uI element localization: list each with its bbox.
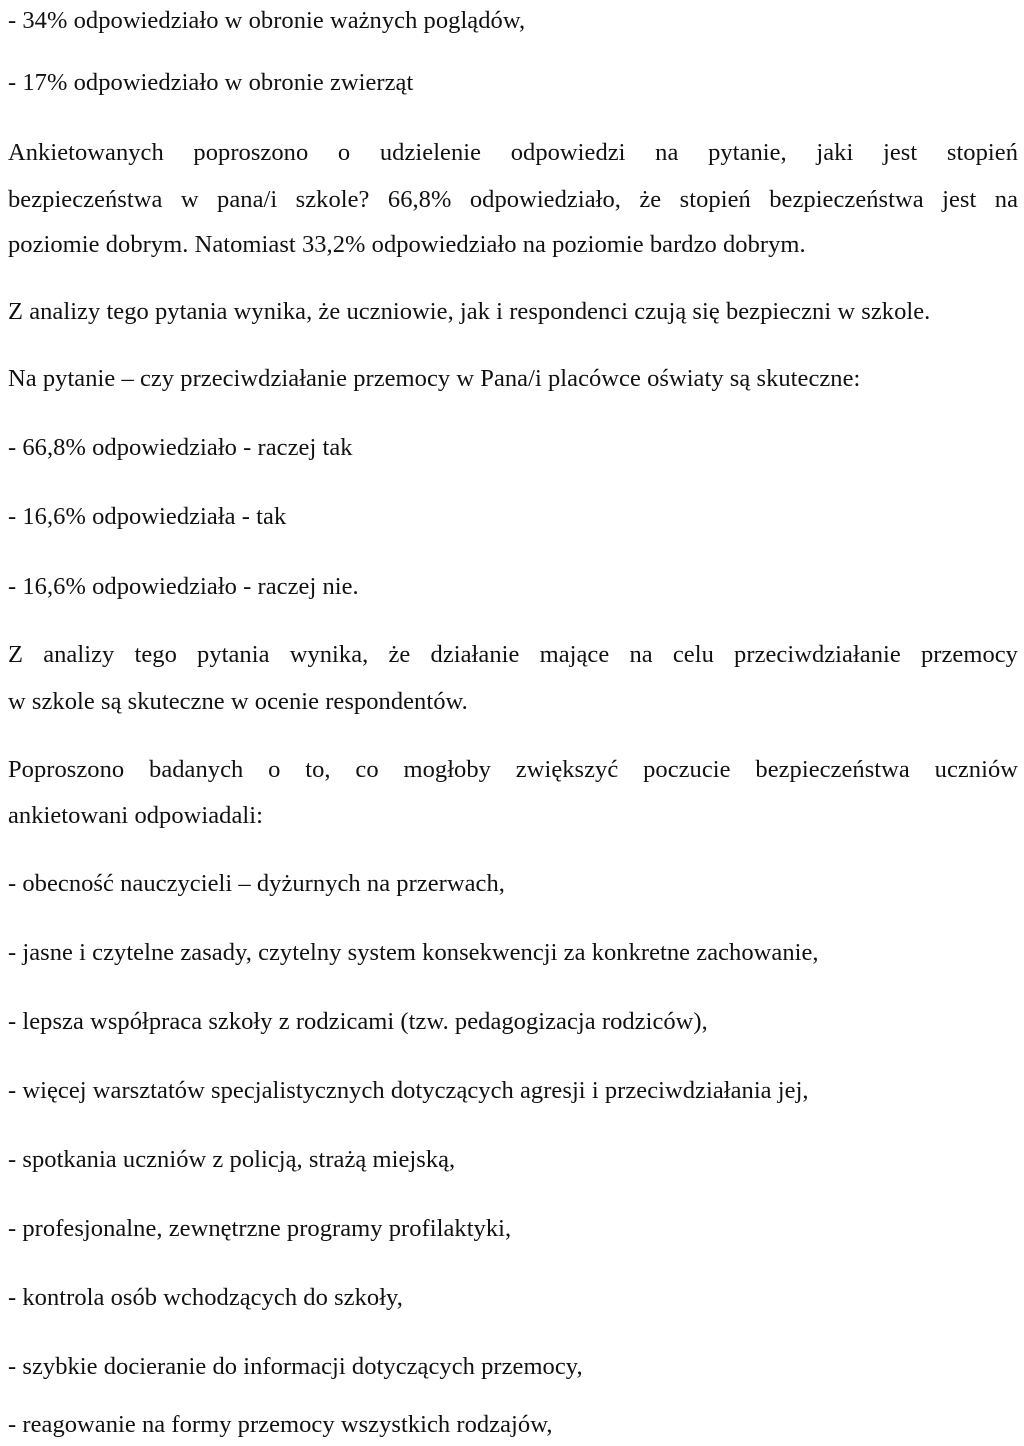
- list-item: - 16,6% odpowiedziało - raczej nie.: [8, 573, 359, 600]
- paragraph-line: Poproszono badanych o to, co mogłoby zwiększyć poczucie bezpieczeństwa uczniów: [8, 756, 1018, 783]
- list-item: - obecność nauczycieli – dyżurnych na przerwach,: [8, 870, 505, 897]
- paragraph-line: Z analizy tego pytania wynika, że uczniowie, jak i respondenci czują się bezpieczni w szkole.: [8, 298, 931, 325]
- list-item: - jasne i czytelne zasady, czytelny system konsekwencji za konkretne zachowanie,: [8, 939, 819, 966]
- list-item: - 34% odpowiedziało w obronie ważnych poglądów,: [8, 7, 526, 34]
- paragraph-line: Na pytanie – czy przeciwdziałanie przemocy w Pana/i placówce oświaty są skuteczne:: [8, 365, 861, 392]
- list-item: - spotkania uczniów z policją, strażą miejską,: [8, 1146, 456, 1173]
- document-page: [8, 0, 1018, 1446]
- list-item: - profesjonalne, zewnętrzne programy profilaktyki,: [8, 1215, 512, 1242]
- list-item: - lepsza współpraca szkoły z rodzicami (tzw. pedagogizacja rodziców),: [8, 1008, 708, 1035]
- paragraph-line: Ankietowanych poproszono o udzielenie odpowiedzi na pytanie, jaki jest stopień: [8, 139, 1018, 166]
- list-item: - więcej warsztatów specjalistycznych dotyczących agresji i przeciwdziałania jej,: [8, 1077, 809, 1104]
- paragraph-line: Z analizy tego pytania wynika, że działanie mające na celu przeciwdziałanie przemocy: [8, 641, 1018, 668]
- list-item: - 16,6% odpowiedziała - tak: [8, 503, 287, 530]
- list-item: - 66,8% odpowiedziało - raczej tak: [8, 434, 353, 461]
- list-item: - szybkie docieranie do informacji dotyczących przemocy,: [8, 1353, 583, 1380]
- paragraph-line: ankietowani odpowiadali:: [8, 802, 263, 829]
- list-item: - 17% odpowiedziało w obronie zwierząt: [8, 69, 414, 96]
- list-item: - kontrola osób wchodzących do szkoły,: [8, 1284, 403, 1311]
- paragraph-line: w szkole są skuteczne w ocenie respondentów.: [8, 688, 468, 715]
- paragraph-line: bezpieczeństwa w pana/i szkole? 66,8% odpowiedziało, że stopień bezpieczeństwa jest na: [8, 186, 1018, 213]
- list-item: - reagowanie na formy przemocy wszystkich rodzajów,: [8, 1411, 553, 1438]
- paragraph-line: poziomie dobrym. Natomiast 33,2% odpowiedziało na poziomie bardzo dobrym.: [8, 231, 806, 258]
